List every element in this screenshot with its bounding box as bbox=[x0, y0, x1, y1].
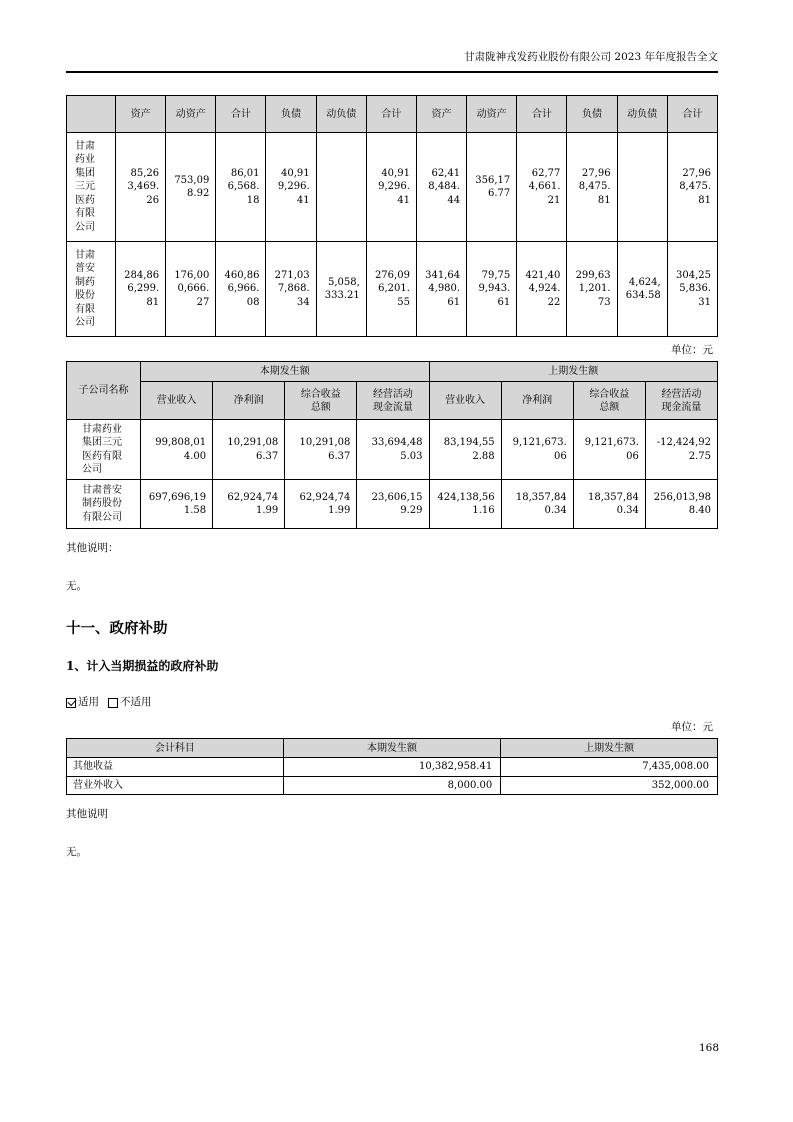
column-header: 动负债 bbox=[617, 96, 667, 133]
value-cell: 99,808,014.00 bbox=[141, 420, 213, 480]
value-cell: 62,418,484.44 bbox=[416, 133, 466, 242]
check-icon bbox=[67, 696, 76, 705]
table-subheader-row bbox=[67, 382, 718, 420]
value-cell: 256,013,988.40 bbox=[645, 480, 717, 529]
subject-cell: 其他收益 bbox=[67, 758, 284, 777]
value-cell: 352,000.00 bbox=[501, 776, 718, 795]
value-cell: 62,924,741.99 bbox=[213, 480, 285, 529]
value-cell: 79,759,943.61 bbox=[467, 242, 517, 337]
column-header: 负债 bbox=[567, 96, 617, 133]
subsection-heading-subsidy-in-pl: 1、计入当期损益的政府补助 bbox=[66, 659, 219, 673]
column-header: 经营活动现金流量 bbox=[357, 382, 429, 420]
value-cell: 424,138,561.16 bbox=[429, 480, 501, 529]
table-header-row bbox=[67, 362, 718, 382]
section-heading-government-subsidy: 十一、政府补助 bbox=[66, 620, 168, 637]
column-header: 合计 bbox=[366, 96, 416, 133]
value-cell: 276,096,201.55 bbox=[366, 242, 416, 337]
value-cell: 40,919,296.41 bbox=[366, 133, 416, 242]
subject-cell: 营业外收入 bbox=[67, 776, 284, 795]
column-header: 营业收入 bbox=[141, 382, 213, 420]
value-cell: -12,424,922.75 bbox=[645, 420, 717, 480]
value-cell: 85,263,469.26 bbox=[116, 133, 166, 242]
subsidiary-pl-table bbox=[66, 361, 718, 529]
value-cell: 10,291,086.37 bbox=[285, 420, 357, 480]
other-notes-label: 其他说明： bbox=[66, 542, 119, 554]
value-cell: 33,694,485.03 bbox=[357, 420, 429, 480]
table-row bbox=[67, 420, 718, 480]
column-header: 合计 bbox=[517, 96, 567, 133]
not-applicable-label: 不适用 bbox=[120, 696, 152, 708]
value-cell: 83,194,552.88 bbox=[429, 420, 501, 480]
value-cell: 341,644,980.61 bbox=[416, 242, 466, 337]
not-applicable-checkbox-unchecked bbox=[108, 698, 118, 708]
subsidiary-name-cell: 甘肃普安制药股份有限公司 bbox=[67, 480, 141, 529]
value-cell: 9,121,673.06 bbox=[501, 420, 573, 480]
value-cell: 18,357,840.34 bbox=[501, 480, 573, 529]
table-row bbox=[67, 242, 718, 337]
column-header: 净利润 bbox=[213, 382, 285, 420]
value-cell: 8,000.00 bbox=[283, 776, 500, 795]
value-cell: 10,291,086.37 bbox=[213, 420, 285, 480]
value-cell: 27,968,475.81 bbox=[567, 133, 617, 242]
column-header: 负债 bbox=[266, 96, 316, 133]
applicable-checkbox-checked bbox=[66, 698, 76, 708]
subsidiary-balance-table bbox=[66, 95, 718, 337]
value-cell: 421,404,924.22 bbox=[517, 242, 567, 337]
value-cell: 356,176.77 bbox=[467, 133, 517, 242]
other-notes-value: 无。 bbox=[66, 846, 87, 858]
value-cell: 697,696,191.58 bbox=[141, 480, 213, 529]
subsidy-table bbox=[66, 738, 718, 795]
value-cell: 460,866,966.08 bbox=[216, 242, 266, 337]
column-header: 动资产 bbox=[467, 96, 517, 133]
table-row bbox=[67, 758, 718, 777]
value-cell bbox=[316, 133, 366, 242]
column-header-current-period: 本期发生额 bbox=[141, 362, 430, 382]
subsidiary-name-cell: 甘肃药业集团三元医药有限公司 bbox=[67, 420, 141, 480]
value-cell: 23,606,159.29 bbox=[357, 480, 429, 529]
corner-cell bbox=[67, 96, 116, 133]
value-cell: 753,098.92 bbox=[166, 133, 216, 242]
page-number: 168 bbox=[698, 1042, 719, 1054]
column-header: 动负债 bbox=[316, 96, 366, 133]
column-header: 本期发生额 bbox=[283, 739, 500, 758]
value-cell: 4,624,634.58 bbox=[617, 242, 667, 337]
value-cell: 176,000,666.27 bbox=[166, 242, 216, 337]
value-cell: 86,016,568.18 bbox=[216, 133, 266, 242]
column-header: 会计科目 bbox=[67, 739, 284, 758]
value-cell: 62,924,741.99 bbox=[285, 480, 357, 529]
report-header-title: 甘肃陇神戎发药业股份有限公司 2023 年年度报告全文 bbox=[66, 50, 718, 73]
table-row bbox=[67, 133, 718, 242]
table-row bbox=[67, 776, 718, 795]
subsidiary-name-cell: 甘肃药业集团三元医药有限公司 bbox=[67, 133, 116, 242]
table-row bbox=[67, 480, 718, 529]
value-cell: 27,968,475.81 bbox=[667, 133, 717, 242]
other-notes-label: 其他说明 bbox=[66, 808, 108, 820]
column-header: 综合收益总额 bbox=[285, 382, 357, 420]
value-cell: 40,919,296.41 bbox=[266, 133, 316, 242]
column-header: 资产 bbox=[416, 96, 466, 133]
column-header: 综合收益总额 bbox=[573, 382, 645, 420]
column-header: 合计 bbox=[216, 96, 266, 133]
column-header: 净利润 bbox=[501, 382, 573, 420]
value-cell: 5,058,333.21 bbox=[316, 242, 366, 337]
value-cell bbox=[617, 133, 667, 242]
applicable-label: 适用 bbox=[78, 696, 99, 708]
value-cell: 304,255,836.31 bbox=[667, 242, 717, 337]
column-header: 合计 bbox=[667, 96, 717, 133]
unit-label: 单位：元 bbox=[671, 721, 713, 733]
value-cell: 299,631,201.73 bbox=[567, 242, 617, 337]
table-header-row bbox=[67, 96, 718, 133]
value-cell: 7,435,008.00 bbox=[501, 758, 718, 777]
column-header-prior-period: 上期发生额 bbox=[429, 362, 718, 382]
value-cell: 62,774,661.21 bbox=[517, 133, 567, 242]
column-header: 资产 bbox=[116, 96, 166, 133]
value-cell: 18,357,840.34 bbox=[573, 480, 645, 529]
column-header: 子公司名称 bbox=[67, 362, 141, 420]
unit-label: 单位：元 bbox=[671, 344, 713, 356]
subsidiary-name-cell: 甘肃普安制药股份有限公司 bbox=[67, 242, 116, 337]
other-notes-value: 无。 bbox=[66, 580, 87, 592]
column-header: 动资产 bbox=[166, 96, 216, 133]
value-cell: 10,382,958.41 bbox=[283, 758, 500, 777]
column-header: 营业收入 bbox=[429, 382, 501, 420]
table-header-row bbox=[67, 739, 718, 758]
value-cell: 284,866,299.81 bbox=[116, 242, 166, 337]
applicability-row bbox=[66, 696, 718, 709]
value-cell: 271,037,868.34 bbox=[266, 242, 316, 337]
column-header: 上期发生额 bbox=[501, 739, 718, 758]
column-header: 经营活动现金流量 bbox=[645, 382, 717, 420]
value-cell: 9,121,673.06 bbox=[573, 420, 645, 480]
